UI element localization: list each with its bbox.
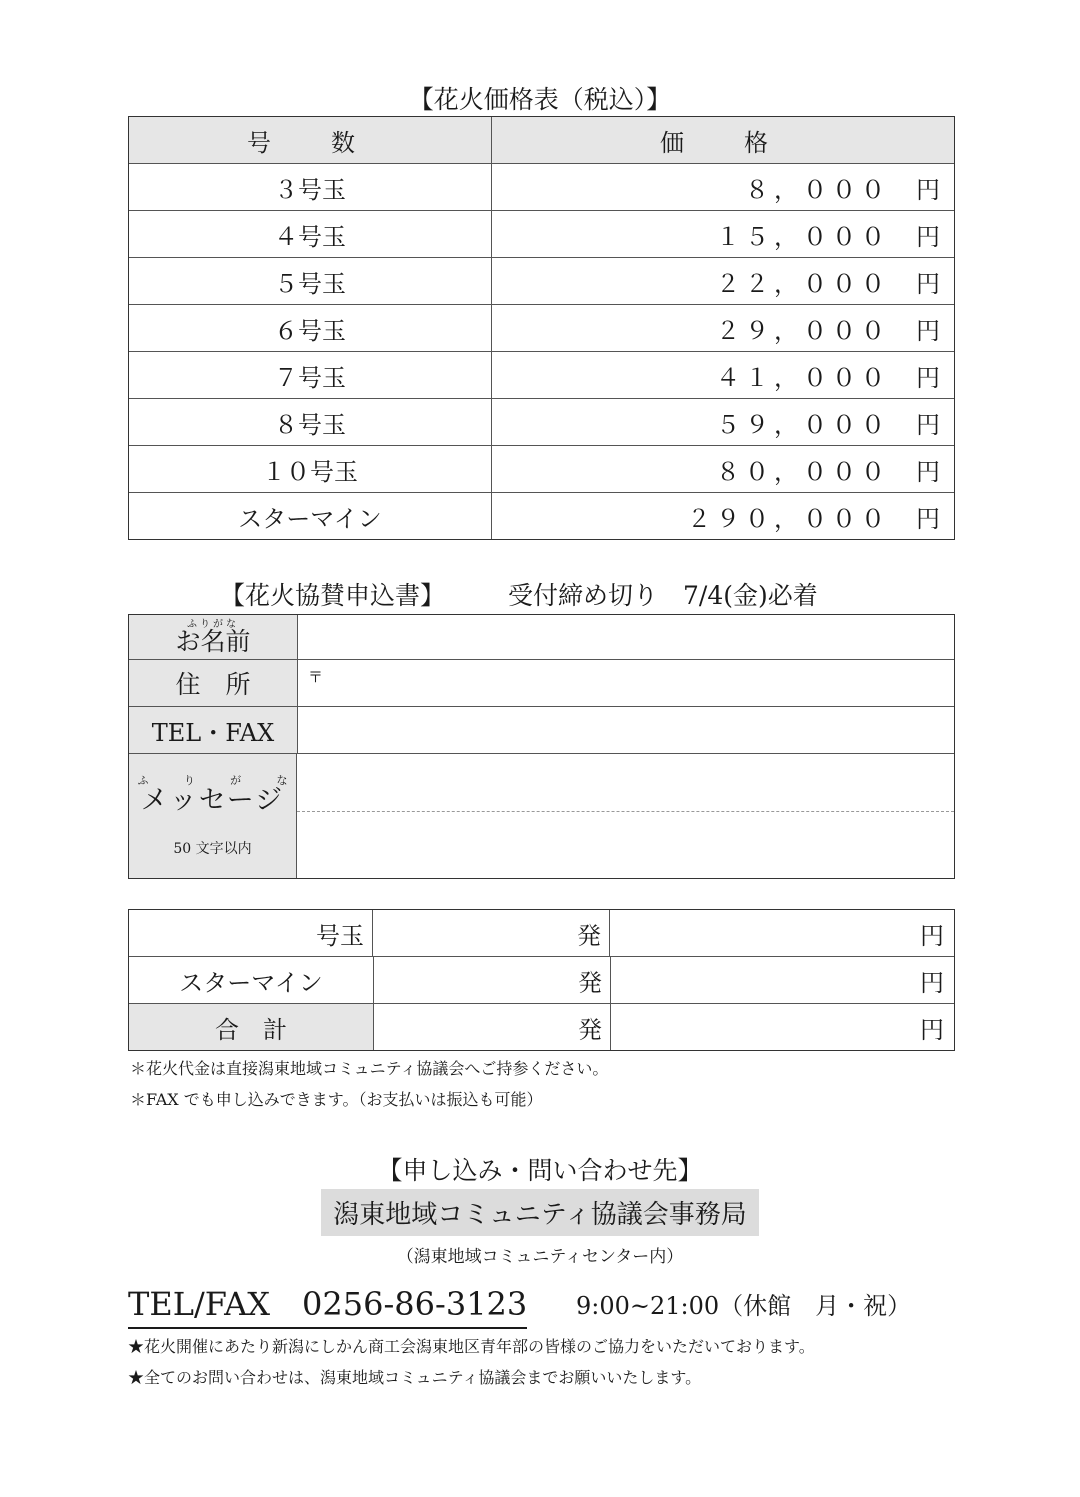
tel-label: TEL・FAX bbox=[129, 707, 298, 753]
contact-tel: TEL/FAX 0256-86-3123 bbox=[128, 1279, 527, 1329]
table-row bbox=[129, 492, 954, 539]
name-label: お名前 bbox=[175, 627, 251, 656]
yen-label: 円 bbox=[916, 504, 940, 533]
order-label: スターマイン bbox=[129, 957, 374, 1003]
postal-mark: 〒 bbox=[308, 668, 324, 686]
price-cell: １５，０００ bbox=[716, 222, 890, 251]
price-table-header bbox=[129, 117, 954, 163]
table-row bbox=[129, 910, 954, 956]
yen-label: 円 bbox=[916, 410, 940, 439]
order-unit[interactable]: 発 bbox=[373, 910, 610, 956]
order-yen[interactable]: 円 bbox=[920, 1015, 944, 1044]
message-label: メッセージ bbox=[140, 785, 285, 816]
contact-hours: 9:00~21:00（休館 月・祝） bbox=[576, 1292, 912, 1320]
address-row bbox=[129, 659, 954, 706]
contact-sub: （潟東地域コミュニティセンター内） bbox=[396, 1247, 684, 1267]
table-row bbox=[129, 445, 954, 492]
yen-label: 円 bbox=[916, 269, 940, 298]
contact-org: 潟東地域コミュニティ協議会事務局 bbox=[321, 1189, 759, 1236]
order-total-label: 合 計 bbox=[129, 1004, 374, 1050]
yen-label: 円 bbox=[916, 363, 940, 392]
size-cell: ４号玉 bbox=[129, 211, 492, 257]
price-cell: ８０，０００ bbox=[716, 457, 890, 486]
name-row bbox=[129, 615, 954, 659]
size-cell: スターマイン bbox=[129, 493, 492, 539]
message-field[interactable] bbox=[297, 754, 954, 878]
tel-row bbox=[129, 706, 954, 753]
address-label: 住 所 bbox=[129, 660, 298, 706]
table-row bbox=[129, 398, 954, 445]
size-cell: １０号玉 bbox=[129, 446, 492, 492]
yen-label: 円 bbox=[916, 316, 940, 345]
size-cell: ５号玉 bbox=[129, 258, 492, 304]
table-row bbox=[129, 956, 954, 1003]
price-cell: ４１，０００ bbox=[716, 363, 890, 392]
size-cell: ８号玉 bbox=[129, 399, 492, 445]
order-unit[interactable]: 発 bbox=[374, 957, 611, 1003]
size-cell: ７号玉 bbox=[129, 352, 492, 398]
message-row bbox=[129, 753, 954, 878]
message-note: 50 文字以内 bbox=[173, 841, 252, 857]
address-field[interactable] bbox=[298, 660, 954, 706]
application-title: 【花火協賛申込書】 bbox=[220, 581, 446, 610]
price-cell: ８，０００ bbox=[745, 175, 890, 204]
message-ruby: ふ り が な bbox=[137, 774, 288, 787]
application-deadline: 受付締め切り 7/4(金)必着 bbox=[508, 581, 818, 610]
price-table bbox=[128, 116, 955, 540]
price-header: 価 格 bbox=[660, 128, 786, 157]
note-payment: ＊花火代金は直接潟東地域コミュニティ協議会へご持参ください。 bbox=[130, 1059, 609, 1078]
name-ruby: ふりがな bbox=[187, 619, 239, 630]
contact-title: 【申し込み・問い合わせ先】 bbox=[377, 1156, 703, 1185]
order-unit[interactable]: 発 bbox=[374, 1004, 611, 1050]
price-table-title: 【花火価格表（税込）】 bbox=[408, 85, 672, 114]
yen-label: 円 bbox=[916, 175, 940, 204]
price-cell: ２２，０００ bbox=[716, 269, 890, 298]
yen-label: 円 bbox=[916, 222, 940, 251]
table-row bbox=[129, 163, 954, 210]
application-form bbox=[128, 614, 955, 879]
size-header: 号 数 bbox=[247, 128, 373, 157]
order-yen[interactable]: 円 bbox=[920, 921, 944, 950]
table-row bbox=[129, 257, 954, 304]
price-cell: ５９，０００ bbox=[716, 410, 890, 439]
size-cell: ３号玉 bbox=[129, 164, 492, 210]
note-fax: ＊FAX でも申し込みできます。（お支払いは振込も可能） bbox=[130, 1090, 543, 1109]
size-cell: ６号玉 bbox=[129, 305, 492, 351]
message-divider bbox=[297, 754, 954, 812]
order-table bbox=[128, 909, 955, 1051]
order-label: 号玉 bbox=[129, 910, 373, 956]
table-row bbox=[129, 304, 954, 351]
table-row bbox=[129, 210, 954, 257]
order-yen[interactable]: 円 bbox=[920, 968, 944, 997]
price-cell: ２９０，０００ bbox=[687, 504, 890, 533]
name-field[interactable] bbox=[298, 615, 954, 659]
footer-note-inquiry: ★全てのお問い合わせは、潟東地域コミュニティ協議会までお願いいたします。 bbox=[128, 1368, 702, 1387]
footer-note-thanks: ★花火開催にあたり新潟にしかん商工会潟東地区青年部の皆様のご協力をいただいております。 bbox=[128, 1337, 815, 1356]
tel-field[interactable] bbox=[298, 707, 954, 753]
price-cell: ２９，０００ bbox=[716, 316, 890, 345]
yen-label: 円 bbox=[916, 457, 940, 486]
table-row bbox=[129, 351, 954, 398]
table-row bbox=[129, 1003, 954, 1050]
